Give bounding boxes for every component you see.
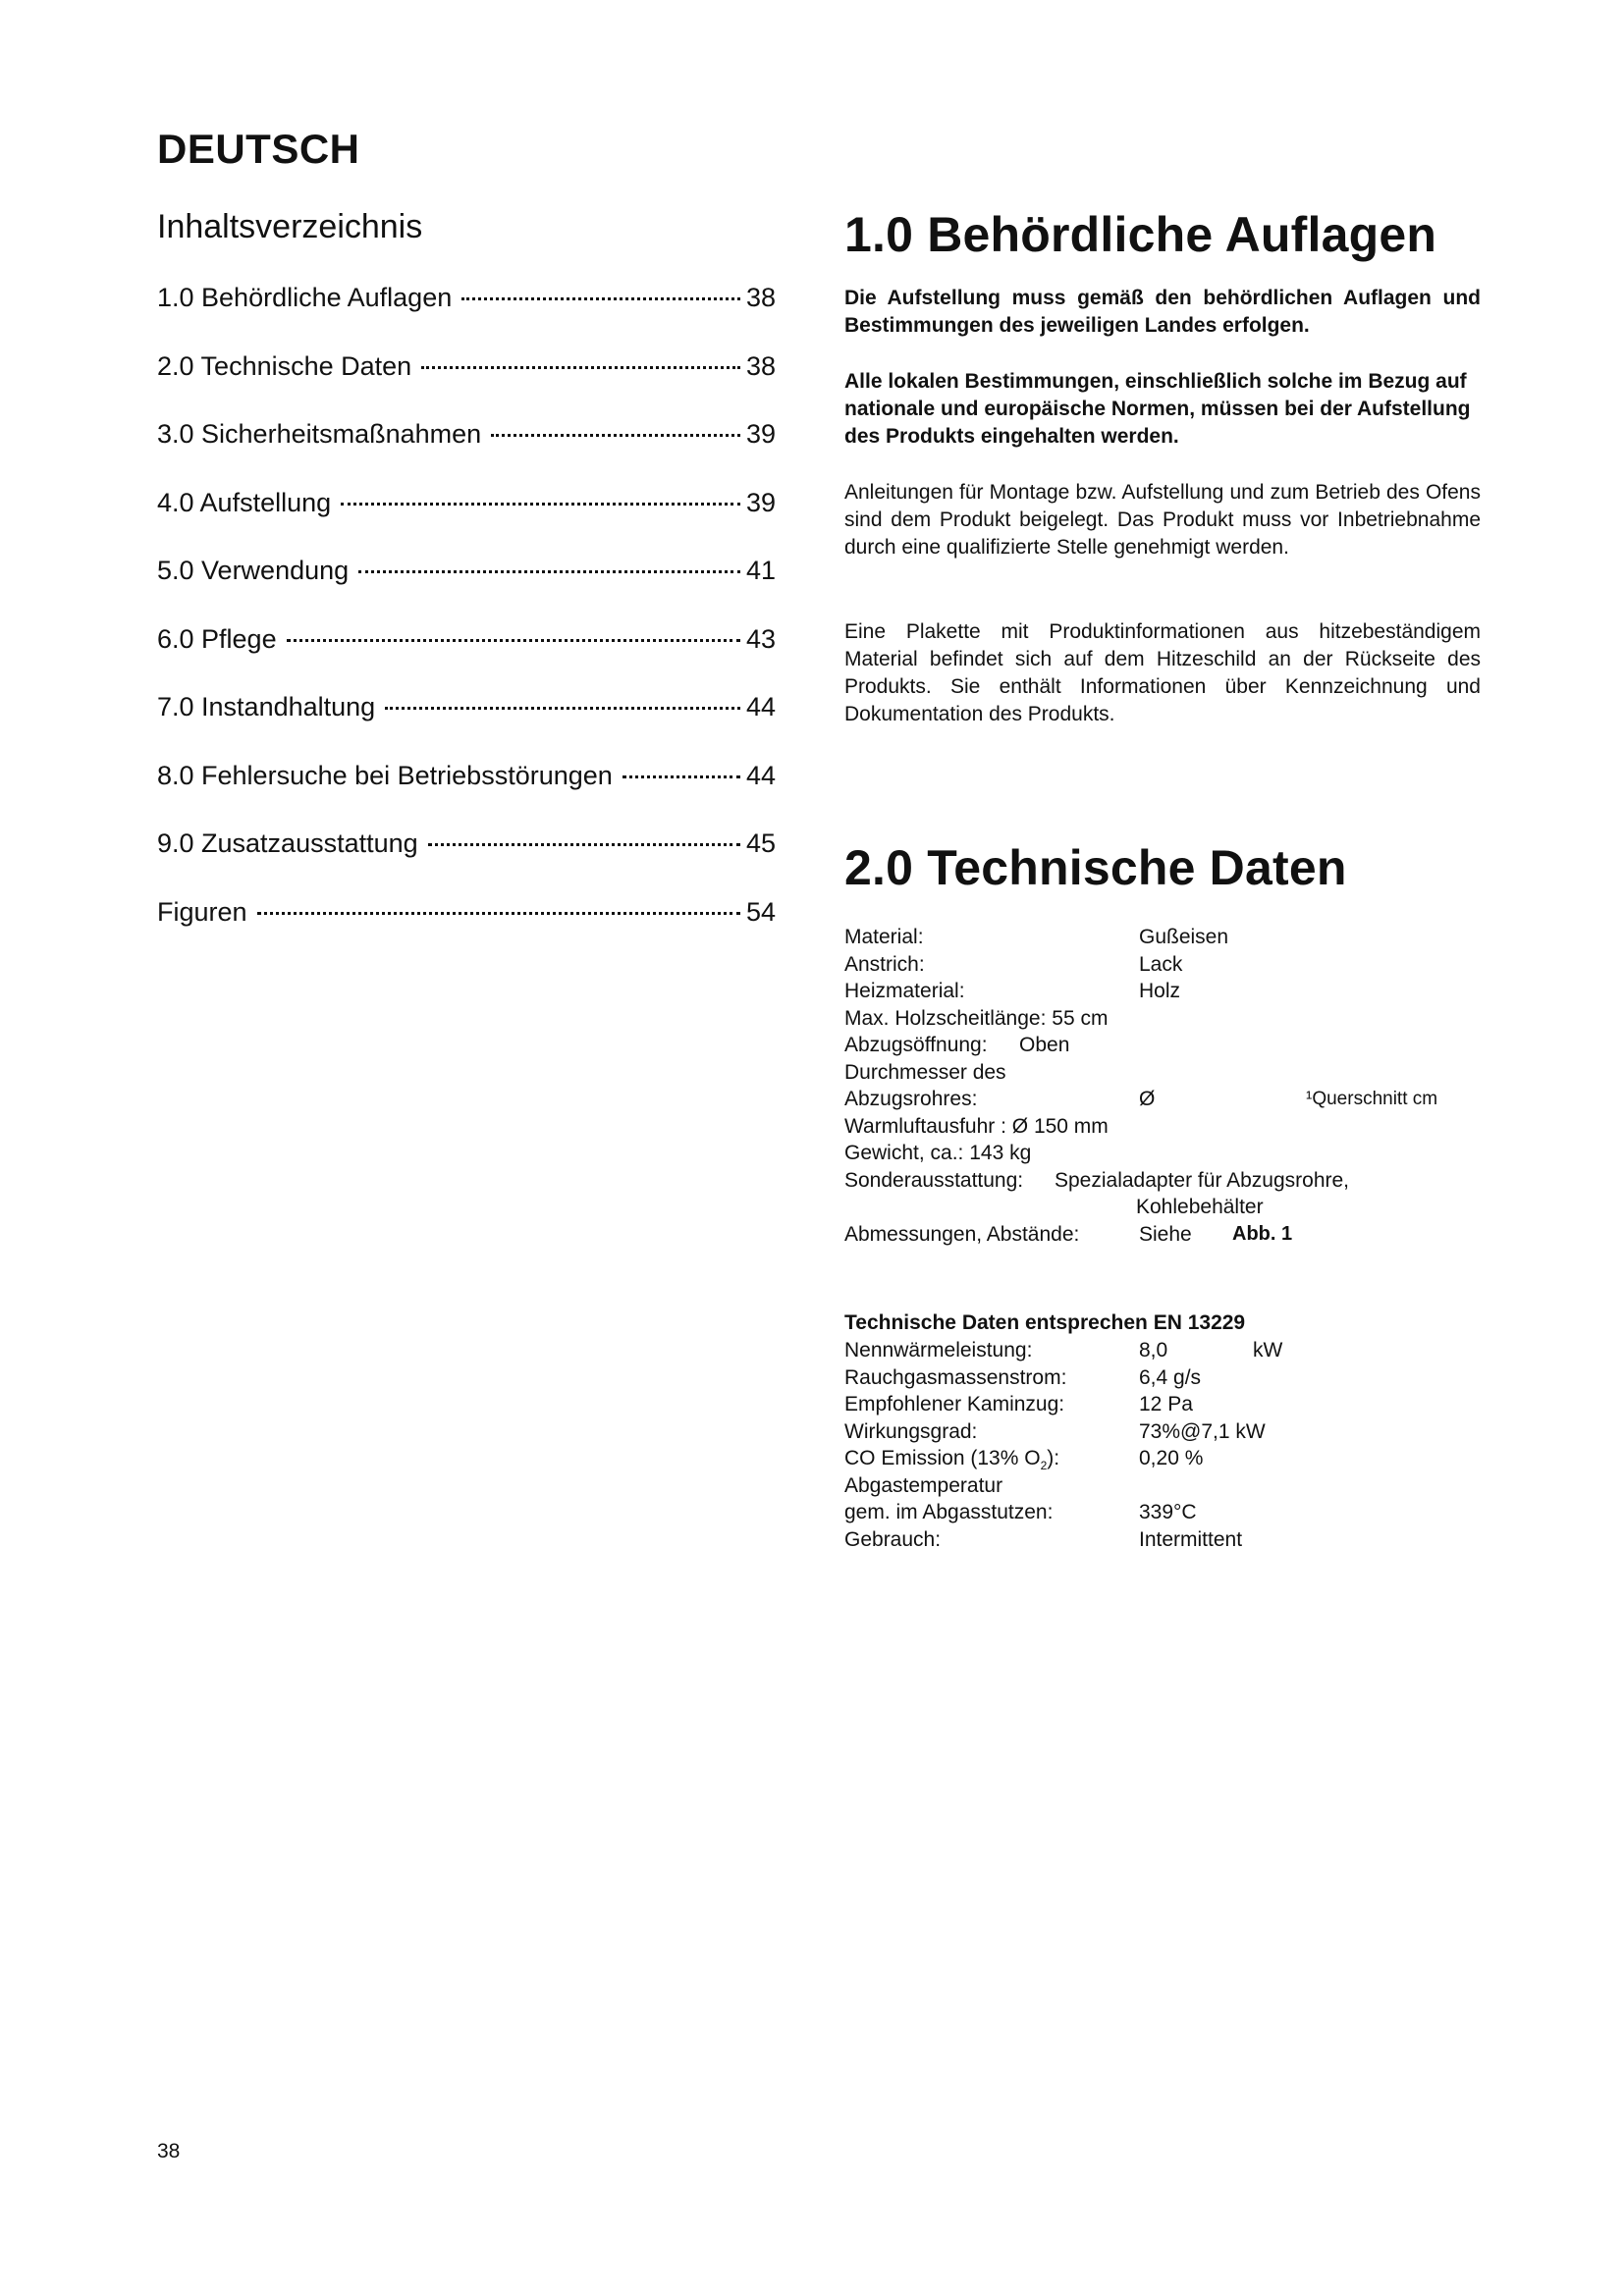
spec-label: Material: xyxy=(844,926,924,948)
section1-paragraph-2: Alle lokalen Bestimmungen, einschließlich solche im Bezug auf nationale und europäische Normen, müssen bei der Aufstellung des Produkts eingehalten werden. xyxy=(844,370,1471,448)
technical-data-list xyxy=(844,924,1532,1248)
spec-value: Siehe xyxy=(1139,1222,1192,1246)
spec-label: Rauchgasmassenstrom: xyxy=(844,1365,1067,1389)
section1-paragraph-1: Die Aufstellung muss gemäß den behördlichen Auflagen und Bestimmungen des jeweiligen Landes erfolgen. xyxy=(844,287,1481,337)
spec-value: Gußeisen xyxy=(1139,926,1229,948)
spec-line: Warmluftausfuhr : Ø 150 mm xyxy=(844,1114,1109,1138)
en-data-list xyxy=(844,1337,1532,1553)
spec-label: Anstrich: xyxy=(844,952,925,976)
toc-entry[interactable]: 6.0 Pflege 43 xyxy=(157,623,776,654)
spec-line: Abgastemperatur xyxy=(844,1473,1003,1497)
spec-label: Nennwärmeleistung: xyxy=(844,1339,1033,1362)
section1-paragraph-3: Anleitungen für Montage bzw. Aufstellung und zum Betrieb des Ofens sind dem Produkt beigelegt. Das Produkt muss vor Inbetriebnahme durch eine qualifizierte Stelle genehmigt werden. xyxy=(844,481,1481,559)
toc-entry[interactable]: 4.0 Aufstellung 39 xyxy=(157,487,776,517)
en-standard-heading: Technische Daten entsprechen EN 13229 xyxy=(844,1311,1246,1334)
spec-label: gem. im Abgasstutzen: xyxy=(844,1501,1054,1523)
spec-value: 8,0 xyxy=(1139,1339,1168,1362)
toc-entry[interactable]: 7.0 Instandhaltung 44 xyxy=(157,692,776,721)
section1-paragraph-4: Eine Plakette mit Produktinformationen aus hitzebeständigem Material befindet sich auf dem Hitzeschild an der Rückseite des Produkts. Sie enthält Informationen über Kennzeichnung und Dokumentation des Produkts. xyxy=(844,620,1481,725)
spec-value: 0,20 % xyxy=(1139,1447,1204,1469)
spec-value: Kohlebehälter xyxy=(1136,1196,1264,1218)
page-number: 38 xyxy=(157,2140,181,2163)
toc-title: Inhaltsverzeichnis xyxy=(157,208,423,245)
toc-entry[interactable]: 2.0 Technische Daten 38 xyxy=(157,350,776,381)
spec-value: Intermittent xyxy=(1139,1527,1243,1551)
spec-value: Lack xyxy=(1139,952,1183,976)
spec-label: Sonderausstattung: xyxy=(844,1168,1024,1192)
spec-label: Gebrauch: xyxy=(844,1527,942,1551)
section1-heading: 1.0 Behördliche Auflagen xyxy=(844,207,1437,262)
toc-entry[interactable]: 8.0 Fehlersuche bei Betriebsstörungen 44 xyxy=(157,760,776,790)
spec-value: 12 Pa xyxy=(1139,1393,1193,1415)
figure-reference: Abb. 1 xyxy=(1232,1222,1293,1245)
spec-value: Ø xyxy=(1139,1088,1156,1110)
spec-label: Empfohlener Kaminzug: xyxy=(844,1393,1065,1415)
table-of-contents xyxy=(157,283,776,965)
toc-entry[interactable]: 3.0 Sicherheitsmaßnahmen 39 xyxy=(157,419,776,449)
spec-value: 339°C xyxy=(1139,1501,1197,1523)
spec-label: Heizmaterial: xyxy=(844,980,965,1002)
spec-value: 73%@7,1 kW xyxy=(1139,1419,1266,1443)
spec-line: Max. Holzscheitlänge: 55 cm xyxy=(844,1006,1109,1030)
spec-label: Abzugsrohres: xyxy=(844,1088,978,1110)
spec-value-extra: ¹Querschnitt cm xyxy=(1306,1089,1438,1109)
spec-label: Abmessungen, Abstände: xyxy=(844,1222,1080,1246)
spec-value: Holz xyxy=(1139,980,1181,1002)
spec-line: Durchmesser des xyxy=(844,1060,1006,1084)
section2-heading: 2.0 Technische Daten xyxy=(844,840,1347,895)
spec-line: Gewicht, ca.: 143 kg xyxy=(844,1142,1032,1164)
toc-entry[interactable]: 1.0 Behördliche Auflagen 38 xyxy=(157,283,776,312)
toc-entry[interactable]: 9.0 Zusatzausstattung 45 xyxy=(157,828,776,858)
spec-unit: kW xyxy=(1253,1339,1283,1362)
spec-value: Oben xyxy=(1019,1034,1070,1056)
spec-value: Spezialadapter für Abzugsrohre, xyxy=(1055,1168,1350,1192)
toc-entry[interactable]: 5.0 Verwendung 41 xyxy=(157,556,776,585)
spec-label: CO Emission (13% $O_2$): xyxy=(844,1447,1060,1473)
spec-value: 6,4 g/s xyxy=(1139,1365,1202,1389)
spec-label: Abzugsöffnung: xyxy=(844,1034,988,1056)
spec-label: Wirkungsgrad: xyxy=(844,1419,978,1443)
toc-entry[interactable]: Figuren 54 xyxy=(157,896,776,927)
language-heading: DEUTSCH xyxy=(157,126,360,172)
